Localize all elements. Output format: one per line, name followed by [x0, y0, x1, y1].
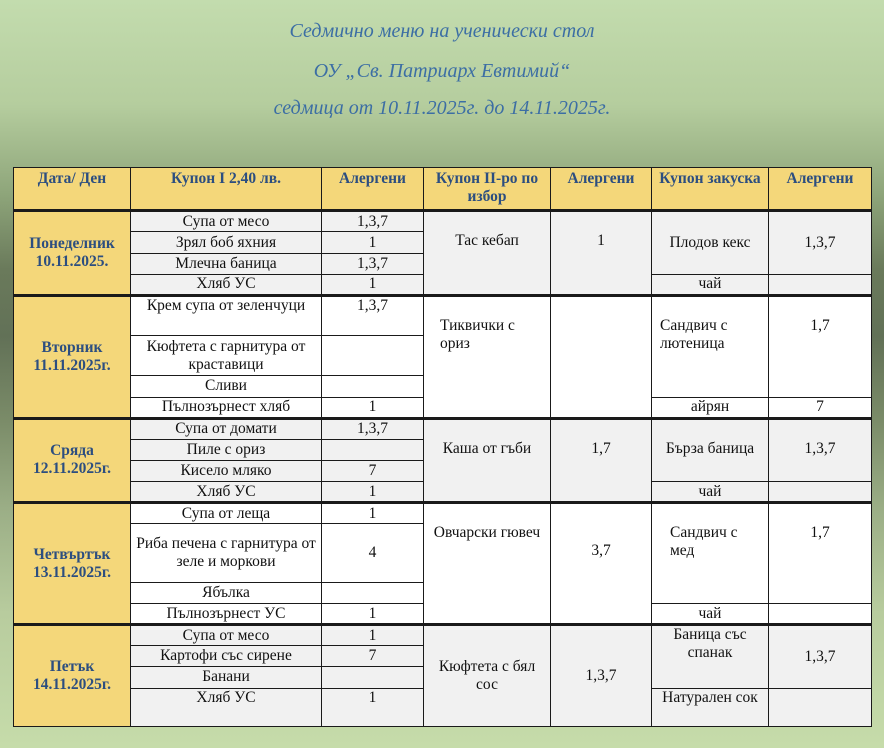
dish-cell: Риба печена с гарнитура от зеле и моркови — [131, 524, 322, 582]
dish-cell: Супа от леща — [131, 503, 322, 524]
allergen-cell: 1 — [322, 274, 424, 295]
allergen-cell — [322, 376, 424, 397]
header-coupon1: Купон I 2,40 лв. — [131, 168, 322, 211]
drink-allergen-cell — [769, 274, 872, 295]
allergen-cell: 1 — [322, 688, 424, 726]
drink-cell: Натурален сок — [652, 688, 769, 726]
dish-cell: Хляб УС — [131, 274, 322, 295]
allergen-cell: 1,3,7 — [322, 295, 424, 335]
table-row — [14, 503, 872, 524]
dish-cell: Пълнозърнест УС — [131, 603, 322, 624]
allergen-cell: 7 — [322, 646, 424, 667]
allergen-cell: 1 — [322, 397, 424, 418]
coupon2-cell: Тиквички с ориз — [424, 295, 551, 418]
allergen-cell: 1 — [322, 232, 424, 253]
snack-cell: Плодов кекс — [652, 211, 769, 274]
coupon2-allergen-cell: 1 — [551, 211, 652, 296]
snack-allergen-cell: 1,7 — [769, 503, 872, 604]
week-range: седмица от 10.11.2025г. до 14.11.2025г. — [273, 97, 611, 119]
dish-cell: Банани — [131, 667, 322, 688]
table-row — [14, 295, 872, 335]
snack-cell: Сандвич с лютеница — [652, 295, 769, 397]
snack-cell: Сандвич с мед — [652, 503, 769, 604]
header-allergens2: Алергени — [551, 168, 652, 211]
allergen-cell — [322, 439, 424, 460]
snack-cell: Баница със спанак — [652, 625, 769, 688]
drink-allergen-cell — [769, 482, 872, 503]
dish-cell: Млечна баница — [131, 253, 322, 274]
dish-cell: Супа от месо — [131, 625, 322, 646]
dish-cell: Кюфтета с гарнитура от краставици — [131, 336, 322, 376]
drink-allergen-cell — [769, 688, 872, 726]
dish-cell: Сливи — [131, 376, 322, 397]
dish-cell: Пиле с ориз — [131, 439, 322, 460]
drink-cell: чай — [652, 274, 769, 295]
snack-allergen-cell: 1,7 — [769, 295, 872, 397]
day-cell: Сряда 12.11.2025г. — [14, 418, 131, 503]
coupon2-allergen-cell: 3,7 — [551, 503, 652, 625]
header-coupon2: Купон II-ро по избор — [424, 168, 551, 211]
allergen-cell — [322, 336, 424, 376]
dish-cell: Крем супа от зеленчуци — [131, 295, 322, 335]
allergen-cell: 4 — [322, 524, 424, 582]
coupon2-cell: Каша от гъби — [424, 418, 551, 503]
allergen-cell: 1 — [322, 482, 424, 503]
allergen-cell: 1,3,7 — [322, 211, 424, 232]
dish-cell: Супа от месо — [131, 211, 322, 232]
school-name: ОУ „Св. Патриарх Евтимий“ — [313, 60, 571, 82]
allergen-cell: 1,3,7 — [322, 253, 424, 274]
drink-allergen-cell: 7 — [769, 397, 872, 418]
coupon2-cell: Тас кебап — [424, 211, 551, 296]
coupon2-allergen-cell: 1,3,7 — [551, 625, 652, 727]
coupon2-allergen-cell: 1,7 — [551, 418, 652, 503]
menu-title: Седмично меню на ученически стол — [289, 20, 595, 42]
allergen-cell: 1 — [322, 625, 424, 646]
table-row — [14, 418, 872, 439]
dish-cell: Кисело мляко — [131, 460, 322, 481]
coupon2-cell: Кюфтета с бял сос — [424, 625, 551, 727]
drink-cell: айрян — [652, 397, 769, 418]
table-row — [14, 211, 872, 232]
dish-cell: Хляб УС — [131, 482, 322, 503]
dish-cell: Картофи със сирене — [131, 646, 322, 667]
allergen-cell: 7 — [322, 460, 424, 481]
dish-cell: Зрял боб яхния — [131, 232, 322, 253]
allergen-cell: 1 — [322, 503, 424, 524]
day-cell: Петък 14.11.2025г. — [14, 625, 131, 727]
header-allergens1: Алергени — [322, 168, 424, 211]
coupon2-cell: Овчарски гювеч — [424, 503, 551, 625]
drink-cell: чай — [652, 482, 769, 503]
menu-table — [13, 167, 872, 727]
snack-cell: Бърза баница — [652, 418, 769, 481]
snack-allergen-cell: 1,3,7 — [769, 625, 872, 688]
allergen-cell: 1 — [322, 603, 424, 624]
allergen-cell — [322, 667, 424, 688]
coupon2-allergen-cell — [551, 295, 652, 418]
day-cell: Четвъртък 13.11.2025г. — [14, 503, 131, 625]
header-allergens3: Алергени — [769, 168, 872, 211]
table-row — [14, 625, 872, 646]
drink-cell: чай — [652, 603, 769, 624]
drink-allergen-cell — [769, 603, 872, 624]
snack-allergen-cell: 1,3,7 — [769, 211, 872, 274]
snack-allergen-cell: 1,3,7 — [769, 418, 872, 481]
dish-cell: Супа от домати — [131, 418, 322, 439]
header-date: Дата/ Ден — [14, 168, 131, 211]
dish-cell: Ябълка — [131, 582, 322, 603]
day-cell: Понеделник 10.11.2025. — [14, 211, 131, 296]
allergen-cell — [322, 582, 424, 603]
header-row — [14, 168, 872, 211]
dish-cell: Хляб УС — [131, 688, 322, 726]
allergen-cell: 1,3,7 — [322, 418, 424, 439]
dish-cell: Пълнозърнест хляб — [131, 397, 322, 418]
header-snack: Купон закуска — [652, 168, 769, 211]
day-cell: Вторник 11.11.2025г. — [14, 295, 131, 418]
